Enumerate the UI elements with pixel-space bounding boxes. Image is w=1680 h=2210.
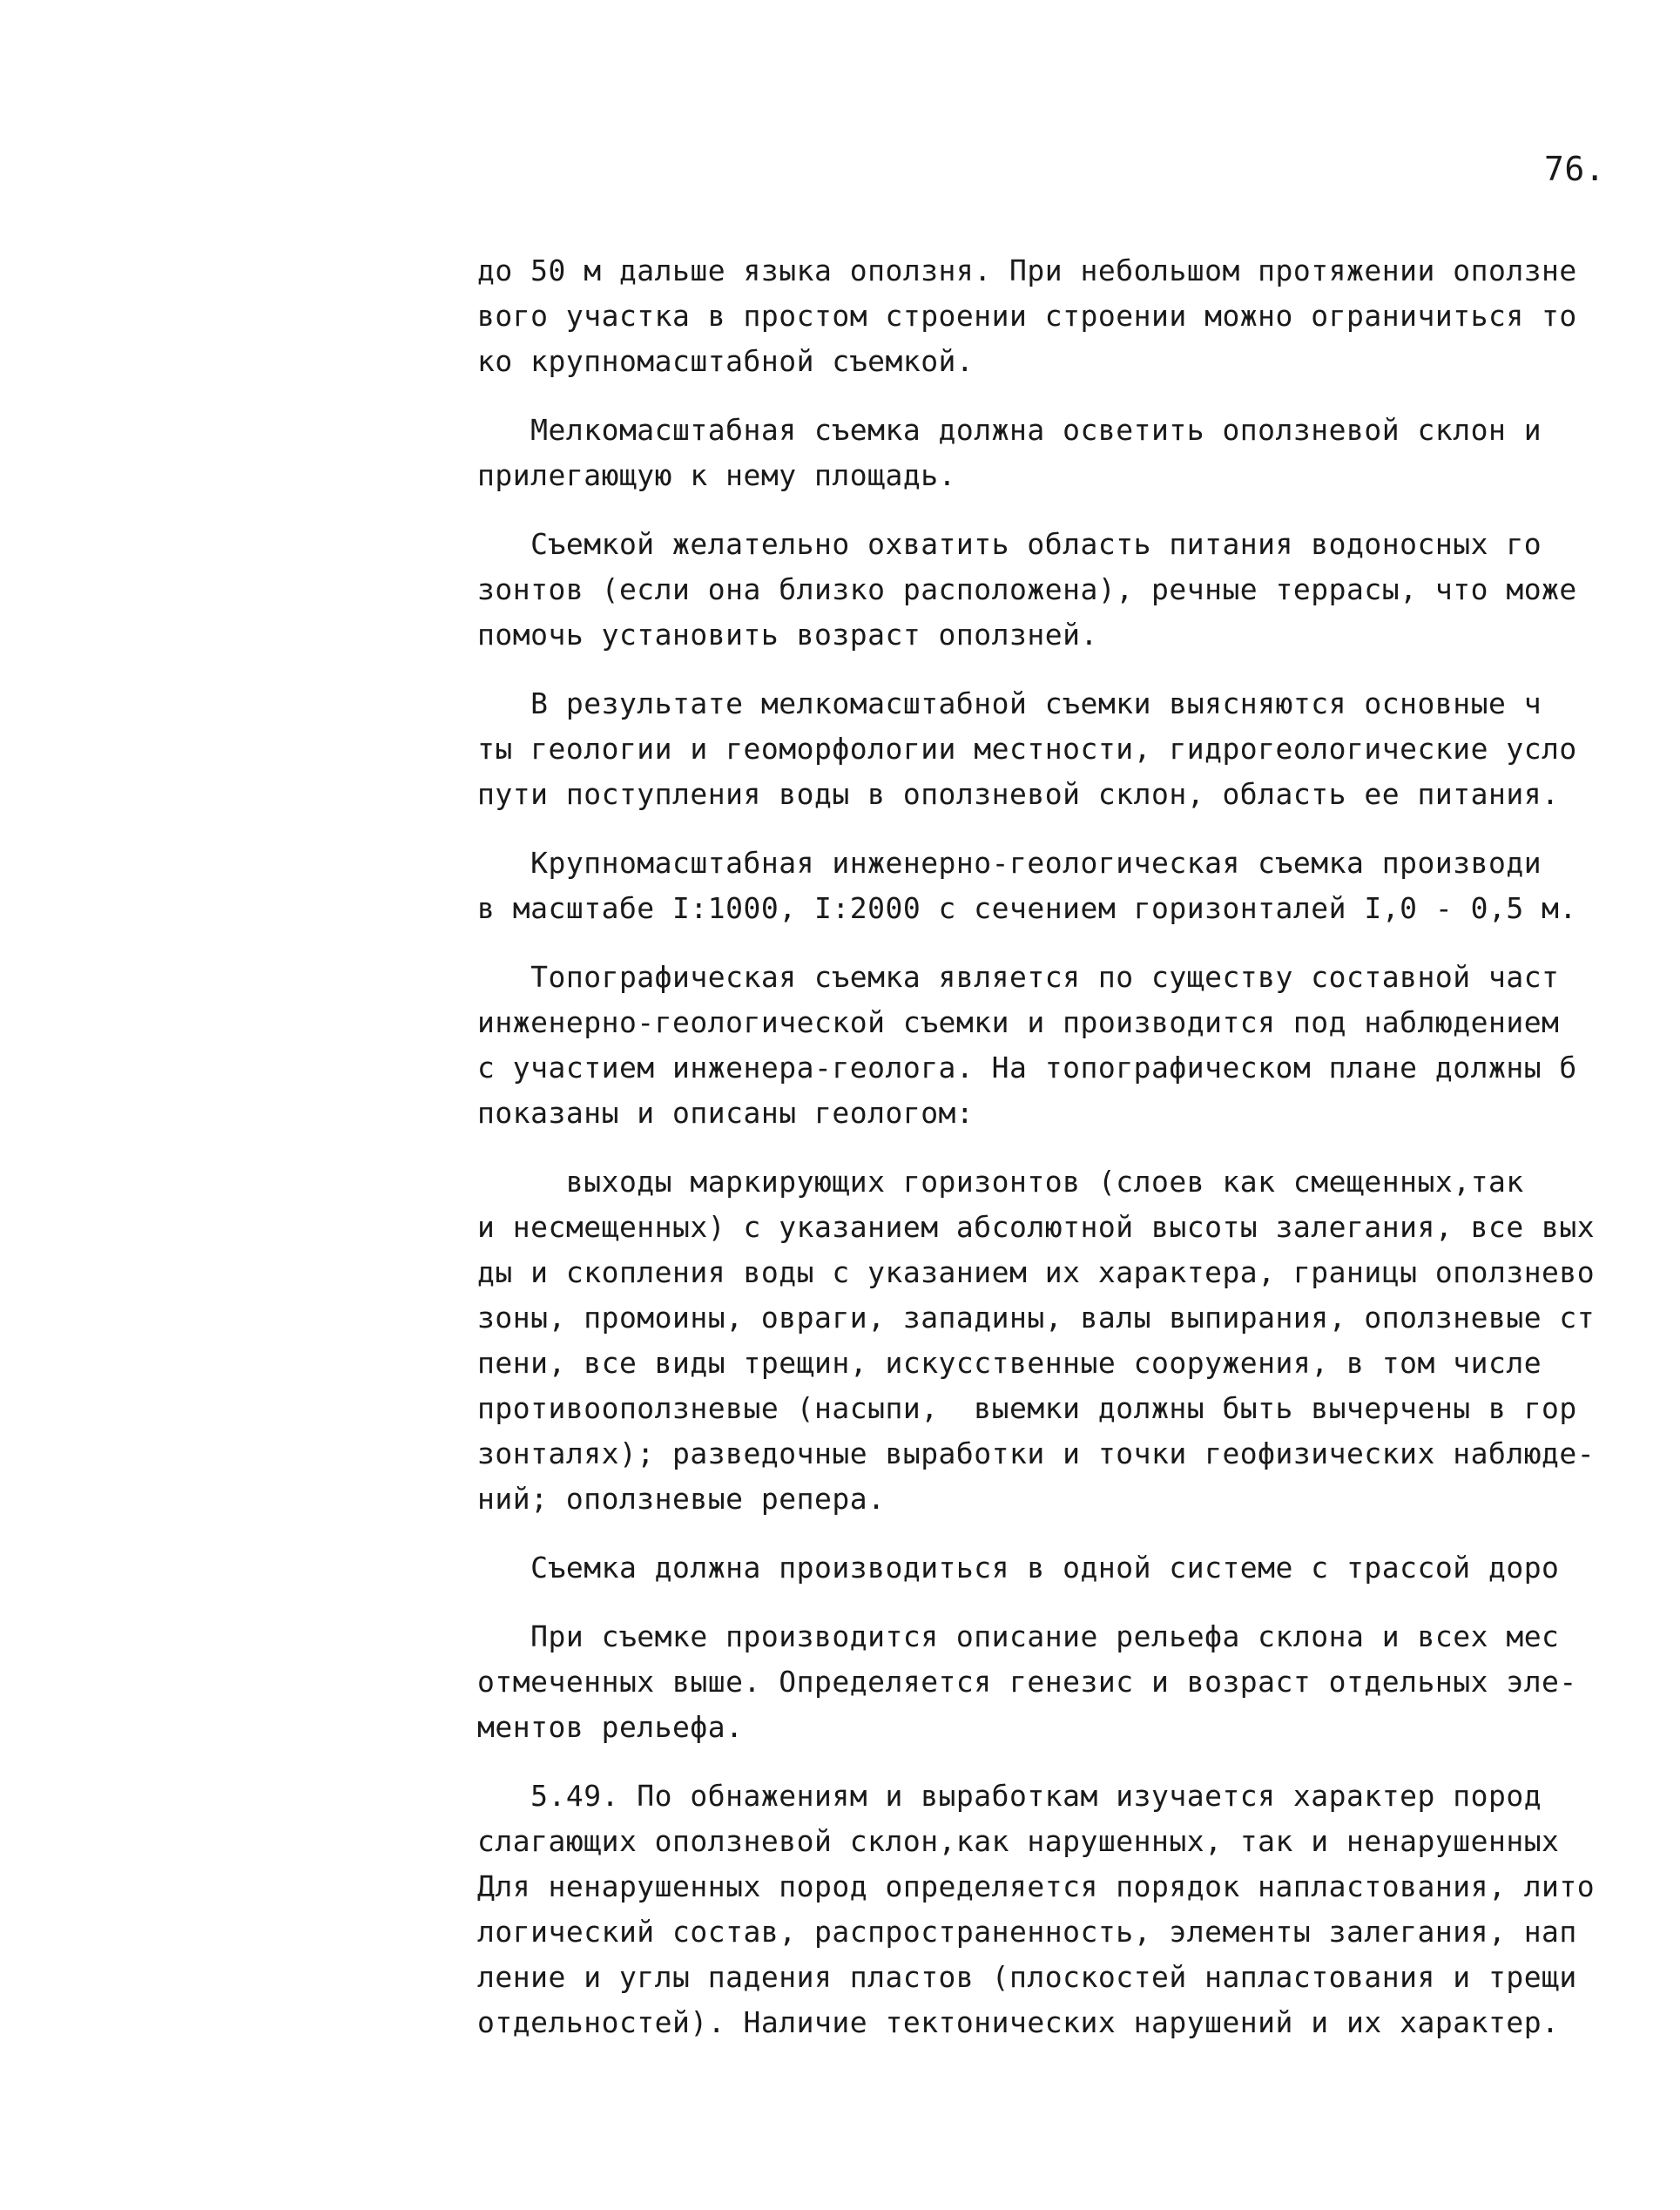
paragraph [477,1614,1627,1750]
page-number: 76. [1544,150,1606,188]
body-text [477,248,1627,2069]
text-line: ление и углы падения пластов (плоскостей напластования и трещи [477,1960,1577,1994]
text-line: прилегающую к нему площадь. [477,458,956,492]
text-line: до 50 м дальше языка оползня. При небольшом протяжении оползне [477,253,1577,287]
paragraph [477,248,1627,384]
paragraph [477,1545,1627,1591]
text-line: Для ненарушенных пород определяется порядок напластования, лито [477,1869,1596,1903]
paragraph [477,1159,1627,1522]
paragraph [477,1774,1627,2045]
text-line: отмеченных выше. Определяется генезис и возраст отдельных эле- [477,1665,1577,1699]
text-line: слагающих оползневой склон,как нарушенных, так и ненарушенных [477,1824,1560,1858]
text-line: Крупномасштабная инженерно-геологическая съемка производи [477,846,1542,880]
text-line: ментов рельефа. [477,1710,744,1744]
text-line: ты геологии и геоморфологии местности, гидрогеологические усло [477,732,1577,766]
paragraph [477,522,1627,658]
text-line: противооползневые (насыпи, выемки должны быть вычерчены в гор [477,1391,1577,1425]
text-line: Съемкой желательно охватить область питания водоносных го [477,527,1542,561]
text-line: Мелкомасштабная съемка должна осветить оползневой склон и [477,413,1542,447]
text-line: и несмещенных) с указанием абсолютной высоты залегания, все вых [477,1210,1596,1244]
text-line: с участием инженера-геолога. На топографическом плане должны б [477,1051,1577,1085]
paragraph [477,955,1627,1136]
text-line: показаны и описаны геологом: [477,1096,975,1130]
text-line: ко крупномасштабной съемкой. [477,344,975,378]
text-line: помочь установить возраст оползней. [477,618,1098,652]
text-line: в масштабе I:1000, I:2000 с сечением горизонталей I,0 - 0,5 м. [477,891,1577,925]
text-line: ний; оползневые репера. [477,1482,886,1516]
text-line: вого участка в простом строении строении можно ограничиться то [477,299,1577,333]
text-line: зонталях); разведочные выработки и точки геофизических наблюде- [477,1436,1596,1470]
text-line: инженерно-геологической съемки и производится под наблюдением [477,1005,1560,1039]
text-line: отдельностей). Наличие тектонических нарушений и их характер. [477,2005,1560,2039]
paragraph [477,841,1627,931]
text-line: При съемке производится описание рельефа склона и всех мес [477,1619,1560,1653]
paragraph [477,681,1627,817]
text-line: выходы маркирующих горизонтов (слоев как смещенных,так [477,1165,1524,1199]
text-line: 5.49. По обнажениям и выработкам изучается характер пород [477,1779,1542,1813]
text-line: пути поступления воды в оползневой склон, область ее питания. [477,777,1560,811]
paragraph [477,408,1627,498]
text-line: Съемка должна производиться в одной системе с трассой доро [477,1551,1560,1585]
text-line: пени, все виды трещин, искусственные сооружения, в том числе [477,1346,1542,1380]
text-line: В результате мелкомасштабной съемки выясняются основные ч [477,686,1542,720]
text-line: ды и скопления воды с указанием их характера, границы оползнево [477,1255,1596,1289]
text-line: зонтов (если она близко расположена), речные террасы, что може [477,572,1577,606]
text-line: зоны, промоины, овраги, западины, валы выпирания, оползневые ст [477,1301,1596,1335]
text-line: Топографическая съемка является по существу составной част [477,960,1560,994]
text-line: логический состав, распространенность, элементы залегания, нап [477,1915,1577,1949]
